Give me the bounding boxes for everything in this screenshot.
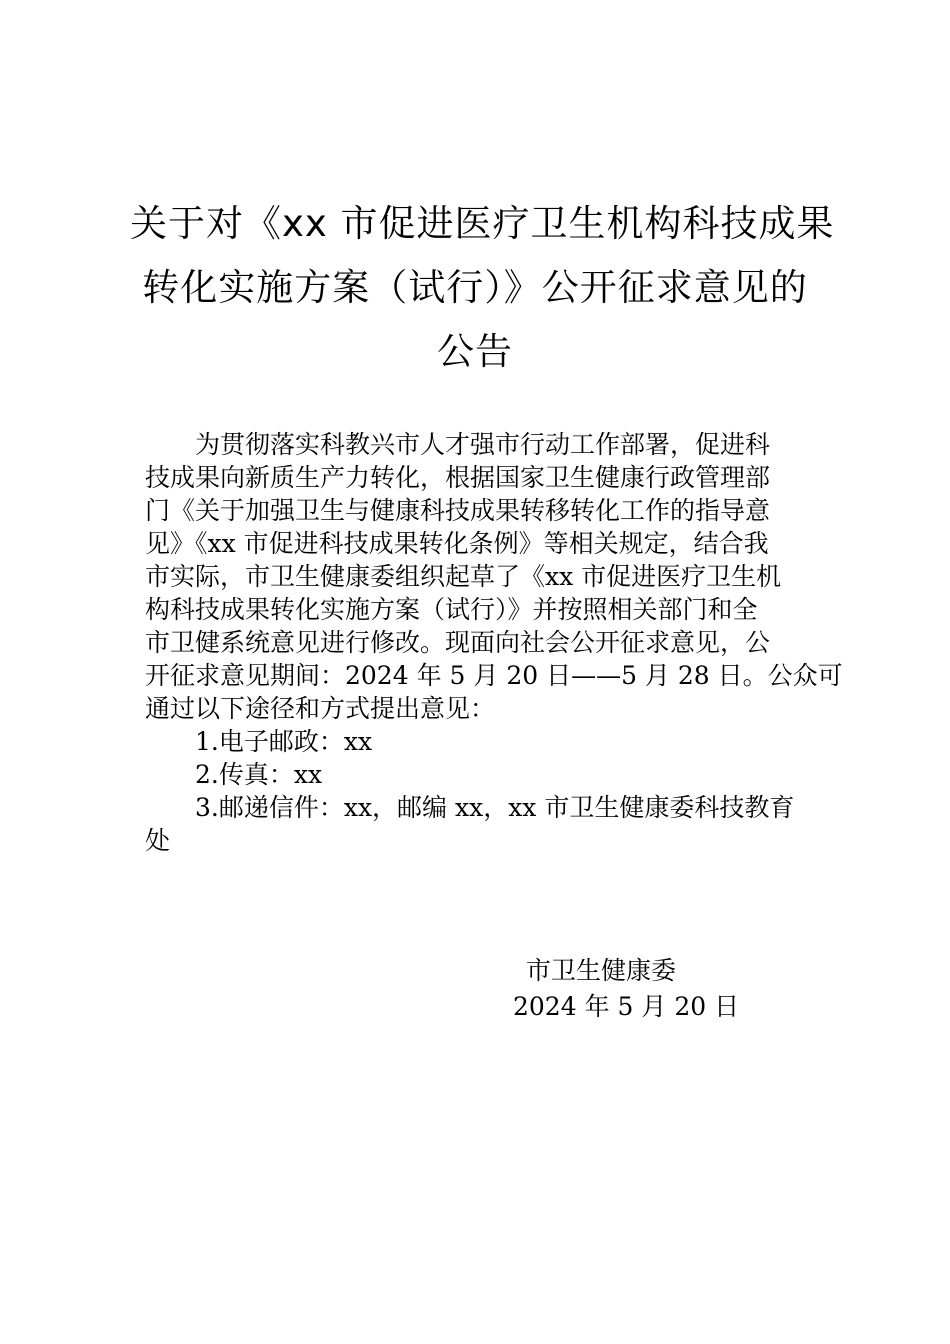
title-line: 公告 — [437, 330, 513, 373]
body-line: 技成果向新质生产力转化，根据国家卫生健康行政管理部 — [145, 463, 771, 492]
body-line: 构科技成果转化实施方案（试行）》并按照相关部门和全 — [145, 595, 758, 624]
list-item-mail: 3.邮递信件：xx，邮编 xx，xx 市卫生健康委科技教育 — [195, 793, 795, 822]
title-line: 转化实施方案（试行）》公开征求意见的 — [142, 266, 808, 309]
signature-date: 2024 年 5 月 20 日 — [513, 992, 740, 1021]
signature-org: 市卫生健康委 — [526, 956, 677, 985]
list-item-fax: 2.传真：xx — [195, 760, 323, 789]
list-item-continuation: 处 — [145, 826, 171, 855]
body-line: 市卫健系统意见进行修改。现面向社会公开征求意见，公 — [145, 628, 771, 657]
signature-block — [500, 953, 740, 1025]
document-body — [145, 428, 843, 857]
document-title — [130, 192, 835, 384]
body-line: 见》《xx 市促进科技成果转化条例》等相关规定，结合我 — [145, 529, 769, 558]
list-item-email: 1.电子邮政：xx — [195, 727, 373, 756]
body-line: 为贯彻落实科教兴市人才强市行动工作部署，促进科 — [195, 430, 771, 459]
body-line: 开征求意见期间：2024 年 5 月 20 日——5 月 28 日。公众可 — [145, 661, 843, 690]
title-line: 关于对《xx 市促进医疗卫生机构科技成果 — [130, 202, 835, 245]
body-line: 市实际，市卫生健康委组织起草了《xx 市促进医疗卫生机 — [145, 562, 782, 591]
body-line: 通过以下途径和方式提出意见： — [145, 694, 496, 723]
body-line: 门《关于加强卫生与健康科技成果转移转化工作的指导意 — [145, 496, 771, 525]
